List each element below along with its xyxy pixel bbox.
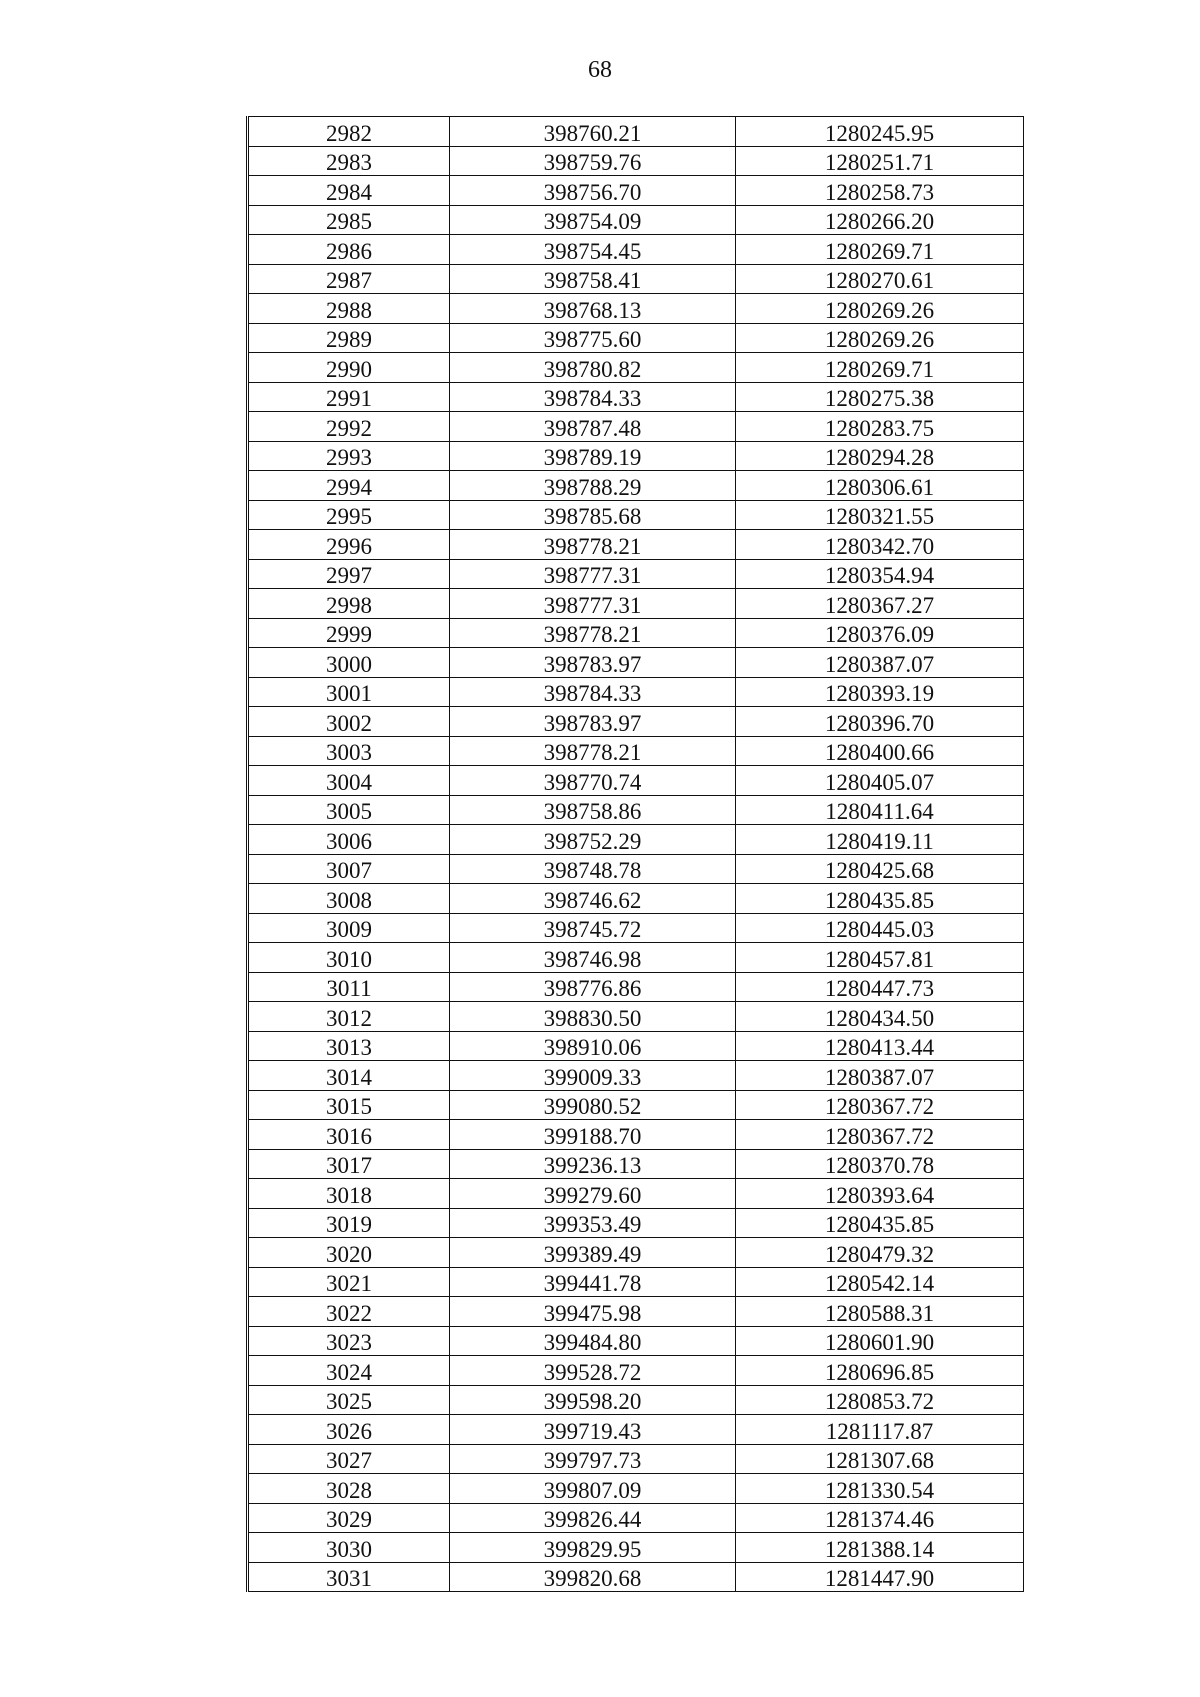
y-coordinate-cell: 1280283.75 [736,412,1024,442]
y-coordinate-cell: 1280425.68 [736,854,1024,884]
y-coordinate-cell: 1281447.90 [736,1562,1024,1592]
x-coordinate-cell: 399353.49 [450,1208,736,1238]
x-coordinate-cell: 399441.78 [450,1267,736,1297]
y-coordinate-cell: 1280853.72 [736,1385,1024,1415]
point-number-cell: 3027 [248,1444,450,1474]
y-coordinate-cell: 1280396.70 [736,707,1024,737]
x-coordinate-cell: 398910.06 [450,1031,736,1061]
point-number-cell: 3028 [248,1474,450,1504]
table-row [248,1149,1024,1179]
y-coordinate-cell: 1280413.44 [736,1031,1024,1061]
table-row [248,618,1024,648]
point-number-cell: 2983 [248,146,450,176]
x-coordinate-cell: 398745.72 [450,913,736,943]
x-coordinate-cell: 399188.70 [450,1120,736,1150]
x-coordinate-cell: 398777.31 [450,589,736,619]
point-number-cell: 3000 [248,648,450,678]
table-row [248,1002,1024,1032]
table-row [248,323,1024,353]
y-coordinate-cell: 1280376.09 [736,618,1024,648]
table-row [248,1238,1024,1268]
point-number-cell: 3025 [248,1385,450,1415]
table-row [248,1297,1024,1327]
x-coordinate-cell: 399807.09 [450,1474,736,1504]
table-row [248,294,1024,324]
table-row [248,1415,1024,1445]
x-coordinate-cell: 399797.73 [450,1444,736,1474]
point-number-cell: 2991 [248,382,450,412]
point-number-cell: 3021 [248,1267,450,1297]
point-number-cell: 2994 [248,471,450,501]
point-number-cell: 3023 [248,1326,450,1356]
x-coordinate-cell: 398770.74 [450,766,736,796]
y-coordinate-cell: 1280258.73 [736,176,1024,206]
x-coordinate-cell: 398784.33 [450,677,736,707]
y-coordinate-cell: 1280393.64 [736,1179,1024,1209]
y-coordinate-cell: 1280370.78 [736,1149,1024,1179]
table-row [248,1267,1024,1297]
point-number-cell: 3019 [248,1208,450,1238]
x-coordinate-cell: 398789.19 [450,441,736,471]
y-coordinate-cell: 1281307.68 [736,1444,1024,1474]
y-coordinate-cell: 1280275.38 [736,382,1024,412]
table-row [248,1503,1024,1533]
point-number-cell: 3007 [248,854,450,884]
table-row [248,205,1024,235]
y-coordinate-cell: 1280696.85 [736,1356,1024,1386]
point-number-cell: 2995 [248,500,450,530]
table-row [248,825,1024,855]
table-row [248,1208,1024,1238]
table-row [248,412,1024,442]
x-coordinate-cell: 398788.29 [450,471,736,501]
x-coordinate-cell: 399236.13 [450,1149,736,1179]
point-number-cell: 2999 [248,618,450,648]
table-row [248,766,1024,796]
table-row [248,1356,1024,1386]
y-coordinate-cell: 1280588.31 [736,1297,1024,1327]
y-coordinate-cell: 1280542.14 [736,1267,1024,1297]
point-number-cell: 3031 [248,1562,450,1592]
y-coordinate-cell: 1281374.46 [736,1503,1024,1533]
point-number-cell: 3026 [248,1415,450,1445]
table-row [248,146,1024,176]
point-number-cell: 2998 [248,589,450,619]
y-coordinate-cell: 1280434.50 [736,1002,1024,1032]
x-coordinate-cell: 398748.78 [450,854,736,884]
x-coordinate-cell: 398778.21 [450,618,736,648]
x-coordinate-cell: 399080.52 [450,1090,736,1120]
point-number-cell: 2982 [248,117,450,147]
x-coordinate-cell: 398830.50 [450,1002,736,1032]
x-coordinate-cell: 398778.21 [450,736,736,766]
table-row [248,1120,1024,1150]
x-coordinate-cell: 398746.62 [450,884,736,914]
point-number-cell: 3009 [248,913,450,943]
table-row [248,1444,1024,1474]
point-number-cell: 3013 [248,1031,450,1061]
point-number-cell: 3012 [248,1002,450,1032]
point-number-cell: 3003 [248,736,450,766]
x-coordinate-cell: 399009.33 [450,1061,736,1091]
x-coordinate-cell: 398785.68 [450,500,736,530]
y-coordinate-cell: 1280405.07 [736,766,1024,796]
table-row [248,1179,1024,1209]
table-row [248,589,1024,619]
point-number-cell: 3001 [248,677,450,707]
x-coordinate-cell: 399820.68 [450,1562,736,1592]
x-coordinate-cell: 399528.72 [450,1356,736,1386]
coordinates-table [246,116,1024,1592]
point-number-cell: 2984 [248,176,450,206]
table-row [248,707,1024,737]
x-coordinate-cell: 398759.76 [450,146,736,176]
table-row [248,1031,1024,1061]
table-row [248,1533,1024,1563]
x-coordinate-cell: 398768.13 [450,294,736,324]
point-number-cell: 2985 [248,205,450,235]
x-coordinate-cell: 398758.41 [450,264,736,294]
y-coordinate-cell: 1281330.54 [736,1474,1024,1504]
x-coordinate-cell: 399279.60 [450,1179,736,1209]
table-row [248,795,1024,825]
point-number-cell: 3029 [248,1503,450,1533]
table-row [248,943,1024,973]
x-coordinate-cell: 398780.82 [450,353,736,383]
table-row [248,1326,1024,1356]
coordinates-table-body [248,117,1024,1592]
x-coordinate-cell: 398784.33 [450,382,736,412]
point-number-cell: 2992 [248,412,450,442]
y-coordinate-cell: 1280479.32 [736,1238,1024,1268]
point-number-cell: 2996 [248,530,450,560]
page-number: 68 [588,57,612,83]
point-number-cell: 3030 [248,1533,450,1563]
x-coordinate-cell: 398776.86 [450,972,736,1002]
table-row [248,972,1024,1002]
x-coordinate-cell: 398777.31 [450,559,736,589]
y-coordinate-cell: 1280269.26 [736,323,1024,353]
y-coordinate-cell: 1280387.07 [736,1061,1024,1091]
y-coordinate-cell: 1280435.85 [736,884,1024,914]
table-row [248,1562,1024,1592]
table-row [248,1474,1024,1504]
x-coordinate-cell: 399389.49 [450,1238,736,1268]
point-number-cell: 2987 [248,264,450,294]
y-coordinate-cell: 1280601.90 [736,1326,1024,1356]
y-coordinate-cell: 1280306.61 [736,471,1024,501]
table-row [248,913,1024,943]
table-row [248,1090,1024,1120]
point-number-cell: 2986 [248,235,450,265]
table-row [248,1061,1024,1091]
point-number-cell: 2989 [248,323,450,353]
y-coordinate-cell: 1280269.71 [736,353,1024,383]
y-coordinate-cell: 1280435.85 [736,1208,1024,1238]
x-coordinate-cell: 398758.86 [450,795,736,825]
point-number-cell: 3014 [248,1061,450,1091]
point-number-cell: 3006 [248,825,450,855]
x-coordinate-cell: 398783.97 [450,707,736,737]
x-coordinate-cell: 399475.98 [450,1297,736,1327]
y-coordinate-cell: 1280270.61 [736,264,1024,294]
y-coordinate-cell: 1281388.14 [736,1533,1024,1563]
point-number-cell: 3022 [248,1297,450,1327]
x-coordinate-cell: 398775.60 [450,323,736,353]
table-row [248,500,1024,530]
y-coordinate-cell: 1280342.70 [736,530,1024,560]
x-coordinate-cell: 399719.43 [450,1415,736,1445]
y-coordinate-cell: 1280294.28 [736,441,1024,471]
y-coordinate-cell: 1280269.71 [736,235,1024,265]
x-coordinate-cell: 398752.29 [450,825,736,855]
point-number-cell: 2988 [248,294,450,324]
y-coordinate-cell: 1280393.19 [736,677,1024,707]
x-coordinate-cell: 398778.21 [450,530,736,560]
point-number-cell: 2993 [248,441,450,471]
x-coordinate-cell: 398783.97 [450,648,736,678]
y-coordinate-cell: 1280266.20 [736,205,1024,235]
y-coordinate-cell: 1280251.71 [736,146,1024,176]
x-coordinate-cell: 398754.45 [450,235,736,265]
point-number-cell: 3017 [248,1149,450,1179]
table-row [248,884,1024,914]
y-coordinate-cell: 1280411.64 [736,795,1024,825]
table-row [248,441,1024,471]
point-number-cell: 3018 [248,1179,450,1209]
table-row [248,353,1024,383]
y-coordinate-cell: 1280457.81 [736,943,1024,973]
point-number-cell: 3020 [248,1238,450,1268]
x-coordinate-cell: 398787.48 [450,412,736,442]
x-coordinate-cell: 398756.70 [450,176,736,206]
y-coordinate-cell: 1280447.73 [736,972,1024,1002]
y-coordinate-cell: 1280269.26 [736,294,1024,324]
y-coordinate-cell: 1280354.94 [736,559,1024,589]
table-row [248,677,1024,707]
point-number-cell: 3011 [248,972,450,1002]
point-number-cell: 3008 [248,884,450,914]
table-row [248,530,1024,560]
point-number-cell: 3010 [248,943,450,973]
y-coordinate-cell: 1281117.87 [736,1415,1024,1445]
y-coordinate-cell: 1280367.72 [736,1090,1024,1120]
point-number-cell: 3015 [248,1090,450,1120]
point-number-cell: 2997 [248,559,450,589]
point-number-cell: 3016 [248,1120,450,1150]
y-coordinate-cell: 1280445.03 [736,913,1024,943]
x-coordinate-cell: 399826.44 [450,1503,736,1533]
point-number-cell: 3002 [248,707,450,737]
y-coordinate-cell: 1280419.11 [736,825,1024,855]
x-coordinate-cell: 398746.98 [450,943,736,973]
table-row [248,176,1024,206]
x-coordinate-cell: 399598.20 [450,1385,736,1415]
table-row [248,264,1024,294]
y-coordinate-cell: 1280321.55 [736,500,1024,530]
table-row [248,648,1024,678]
point-number-cell: 2990 [248,353,450,383]
y-coordinate-cell: 1280400.66 [736,736,1024,766]
point-number-cell: 3024 [248,1356,450,1386]
table-row [248,1385,1024,1415]
table-row [248,736,1024,766]
x-coordinate-cell: 398760.21 [450,117,736,147]
point-number-cell: 3005 [248,795,450,825]
table-row [248,117,1024,147]
point-number-cell: 3004 [248,766,450,796]
x-coordinate-cell: 398754.09 [450,205,736,235]
y-coordinate-cell: 1280245.95 [736,117,1024,147]
table-row [248,854,1024,884]
table-row [248,559,1024,589]
table-row [248,471,1024,501]
x-coordinate-cell: 399484.80 [450,1326,736,1356]
y-coordinate-cell: 1280367.72 [736,1120,1024,1150]
x-coordinate-cell: 399829.95 [450,1533,736,1563]
y-coordinate-cell: 1280367.27 [736,589,1024,619]
table-row [248,235,1024,265]
table-row [248,382,1024,412]
y-coordinate-cell: 1280387.07 [736,648,1024,678]
